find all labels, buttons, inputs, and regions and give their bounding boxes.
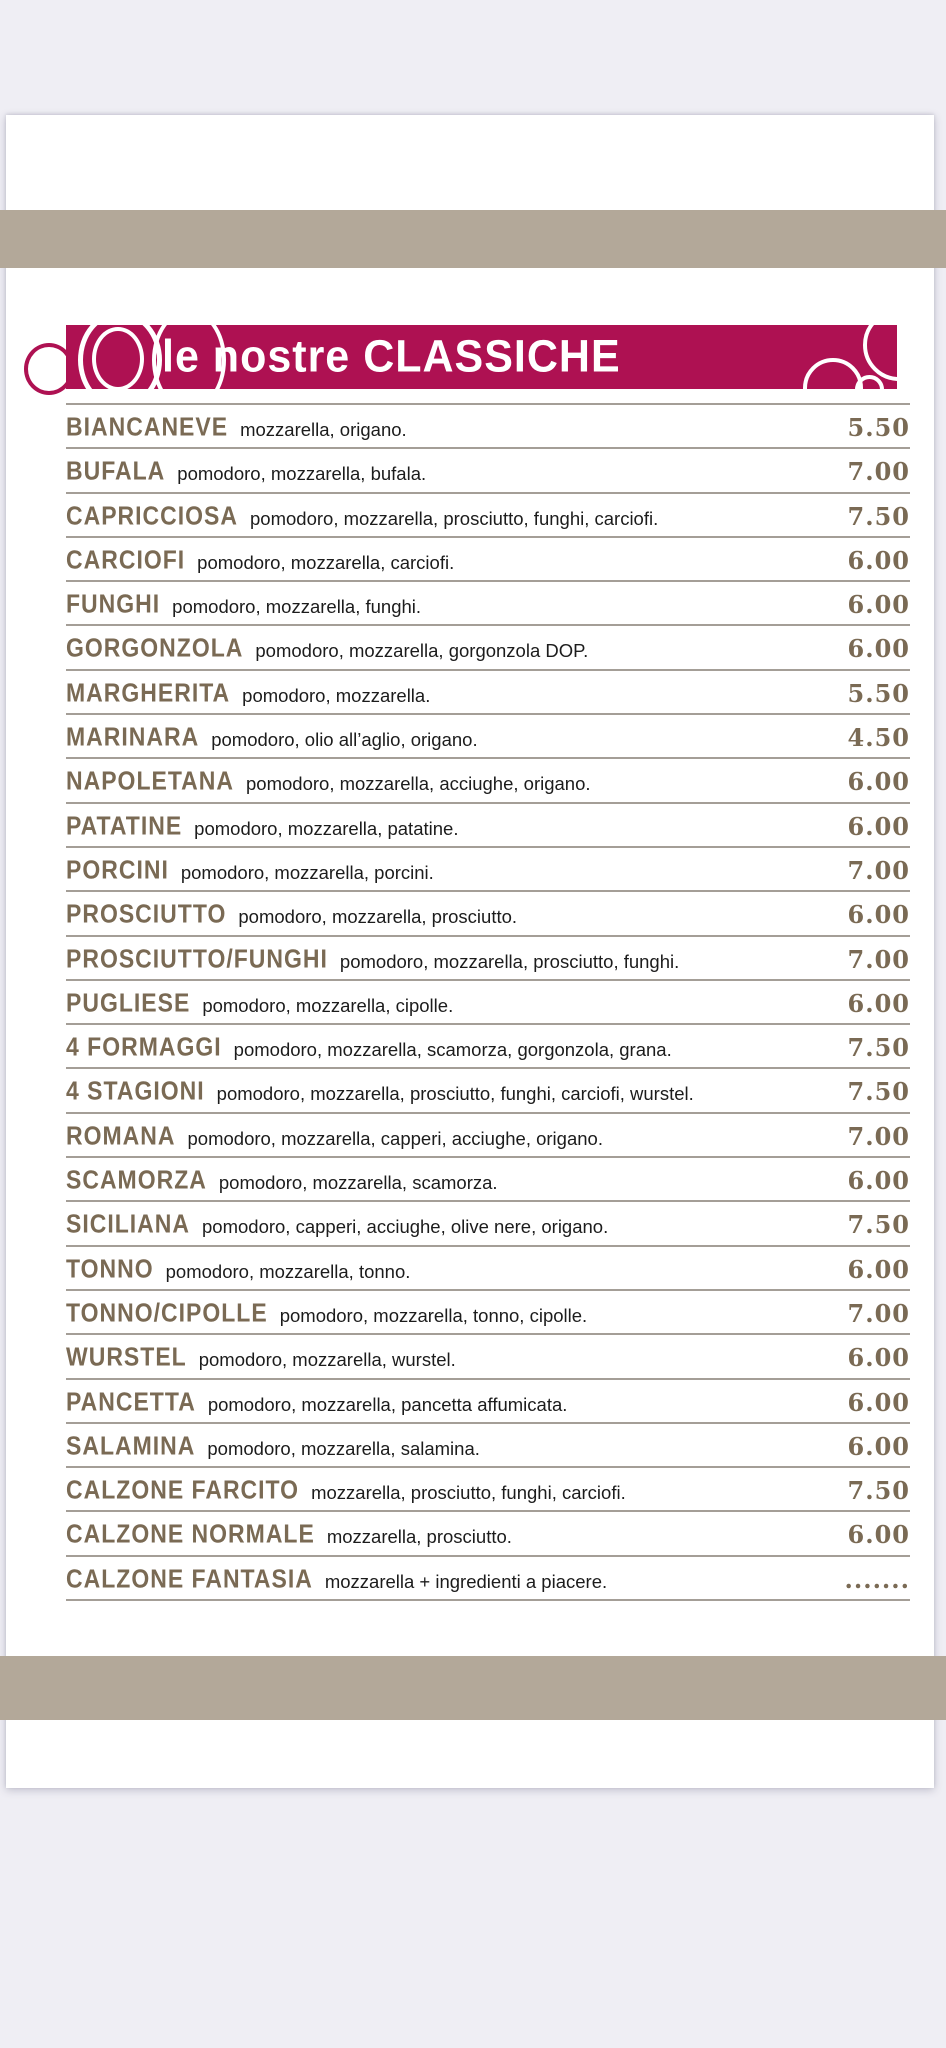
item-description: pomodoro, mozzarella, prosciutto. <box>238 906 518 928</box>
menu-row <box>66 626 910 670</box>
item-name: WURSTEL <box>66 1341 187 1372</box>
item-price: 7.50 <box>847 501 910 531</box>
menu-row <box>66 494 910 538</box>
section-title-lead: le nostre <box>162 331 351 382</box>
item-price: 4.50 <box>847 723 910 753</box>
item-price: 6.00 <box>847 767 910 797</box>
item-price: 7.50 <box>847 1210 910 1240</box>
item-name: SCAMORZA <box>66 1164 207 1194</box>
item-description: mozzarella, prosciutto. <box>326 1526 512 1548</box>
item-name: PROSCIUTTO/FUNGHI <box>66 943 328 973</box>
item-description: pomodoro, mozzarella, tonno. <box>165 1260 411 1282</box>
item-price: 6.00 <box>847 988 910 1018</box>
menu-row <box>66 1158 910 1202</box>
item-description: pomodoro, mozzarella, salamina. <box>207 1437 480 1459</box>
menu-row <box>66 848 910 892</box>
menu-row <box>66 1247 910 1291</box>
item-price: 6.00 <box>847 545 910 575</box>
item-price: 7.00 <box>847 1298 910 1328</box>
item-description: pomodoro, mozzarella, tonno, cipolle. <box>279 1304 588 1326</box>
item-price: 6.00 <box>847 1387 910 1417</box>
item-description: pomodoro, mozzarella, funghi. <box>172 596 422 618</box>
item-description: pomodoro, olio all’aglio, origano. <box>211 729 478 751</box>
item-name: PUGLIESE <box>66 987 191 1017</box>
item-price: 6.00 <box>847 590 910 620</box>
item-name: ROMANA <box>66 1120 176 1150</box>
item-name: TONNO/CIPOLLE <box>66 1297 268 1327</box>
menu-row <box>66 804 910 848</box>
item-name: CALZONE NORMALE <box>66 1519 315 1549</box>
item-description: pomodoro, mozzarella, patatine. <box>194 817 459 839</box>
tan-bar-top <box>0 210 946 268</box>
item-description: pomodoro, mozzarella, wurstel. <box>198 1349 456 1371</box>
item-price: 5.50 <box>847 413 910 442</box>
item-description: pomodoro, mozzarella, prosciutto, funghi, carciofi. <box>250 507 659 529</box>
item-name: TONNO <box>66 1253 154 1283</box>
item-name: BUFALA <box>66 456 166 486</box>
item-description: mozzarella + ingredienti a piacere. <box>324 1570 608 1592</box>
item-price: 6.00 <box>847 1166 910 1196</box>
item-name: BIANCANEVE <box>66 411 229 441</box>
item-description: pomodoro, mozzarella, pancetta affumicata. <box>207 1393 568 1415</box>
section-title <box>162 331 621 382</box>
menu-row <box>66 1557 910 1601</box>
menu-row <box>66 538 910 582</box>
item-price: 7.50 <box>847 1476 910 1506</box>
menu-row <box>66 1025 910 1069</box>
menu-row <box>66 1512 910 1556</box>
item-description: pomodoro, mozzarella, scamorza, gorgonzola, grana. <box>233 1039 672 1061</box>
item-description: mozzarella, prosciutto, funghi, carciofi. <box>311 1482 626 1504</box>
item-name: 4 FORMAGGI <box>66 1031 222 1062</box>
item-price: 7.50 <box>847 1033 910 1063</box>
item-description: pomodoro, mozzarella, acciughe, origano. <box>246 773 591 795</box>
item-name: GORGONZOLA <box>66 633 244 663</box>
menu-row <box>66 1069 910 1113</box>
item-price: 6.00 <box>847 1520 910 1550</box>
item-description: pomodoro, mozzarella, capperi, acciughe, origano. <box>187 1127 603 1149</box>
item-description: pomodoro, mozzarella, bufala. <box>177 463 427 485</box>
item-name: MARGHERITA <box>66 677 231 707</box>
menu-row <box>66 715 910 759</box>
item-description: pomodoro, mozzarella, prosciutto, funghi, carciofi, wurstel. <box>216 1083 694 1105</box>
menu-row <box>66 892 910 936</box>
item-name: NAPOLETANA <box>66 766 235 796</box>
menu-row <box>66 937 910 981</box>
item-name: PANCETTA <box>66 1386 196 1416</box>
item-name: CAPRICCIOSA <box>66 500 239 530</box>
item-price: 7.00 <box>847 1121 910 1151</box>
menu-row <box>66 1380 910 1424</box>
item-name: FUNGHI <box>66 588 161 619</box>
item-price: 6.00 <box>847 811 910 841</box>
item-description: pomodoro, mozzarella, cipolle. <box>202 994 454 1016</box>
menu-row <box>66 981 910 1025</box>
item-description: mozzarella, origano. <box>240 419 407 440</box>
item-name: SICILIANA <box>66 1209 190 1239</box>
circle-decoration <box>803 358 863 389</box>
menu-page <box>6 115 934 1788</box>
item-price: 6.00 <box>847 900 910 930</box>
item-name: SALAMINA <box>66 1430 196 1460</box>
item-name: 4 STAGIONI <box>66 1076 205 1106</box>
item-description: pomodoro, mozzarella, carciofi. <box>197 551 455 573</box>
circle-decoration <box>92 327 144 389</box>
section-title-emph: CLASSICHE <box>363 331 621 382</box>
item-price: 7.00 <box>847 855 910 885</box>
item-description: pomodoro, capperi, acciughe, olive nere, origano. <box>202 1216 609 1238</box>
item-name: PROSCIUTTO <box>66 899 227 929</box>
item-description: pomodoro, mozzarella, porcini. <box>180 861 434 883</box>
item-name: CARCIOFI <box>66 544 186 574</box>
menu-row <box>66 1468 910 1512</box>
section-banner <box>66 325 897 389</box>
item-price: 6.00 <box>847 1254 910 1284</box>
item-name: CALZONE FANTASIA <box>66 1563 313 1593</box>
item-description: pomodoro, mozzarella, gorgonzola DOP. <box>255 640 589 662</box>
menu-row <box>66 1335 910 1379</box>
menu-row <box>66 1114 910 1158</box>
circle-decoration <box>863 325 897 381</box>
menu-row <box>66 1424 910 1468</box>
item-name: MARINARA <box>66 721 200 751</box>
item-name: PORCINI <box>66 854 169 884</box>
item-price: 6.00 <box>847 634 910 664</box>
tan-bar-bottom <box>0 1656 946 1720</box>
item-name: CALZONE FARCITO <box>66 1474 300 1505</box>
menu-row <box>66 582 910 626</box>
menu-list <box>66 403 910 1601</box>
item-name: PATATINE <box>66 810 183 840</box>
item-price: 5.50 <box>847 678 910 708</box>
menu-row <box>66 405 910 449</box>
item-price: ....... <box>844 1564 910 1594</box>
menu-row <box>66 449 910 493</box>
item-price: 7.50 <box>847 1077 910 1107</box>
menu-row <box>66 759 910 803</box>
menu-row <box>66 1291 910 1335</box>
item-description: pomodoro, mozzarella, prosciutto, funghi. <box>339 950 680 972</box>
menu-row <box>66 671 910 715</box>
menu-row <box>66 1202 910 1246</box>
item-description: pomodoro, mozzarella, scamorza. <box>218 1172 498 1194</box>
item-price: 6.00 <box>847 1343 910 1373</box>
item-price: 6.00 <box>847 1431 910 1461</box>
item-description: pomodoro, mozzarella. <box>242 684 431 706</box>
item-price: 7.00 <box>847 944 910 974</box>
item-price: 7.00 <box>847 457 910 487</box>
